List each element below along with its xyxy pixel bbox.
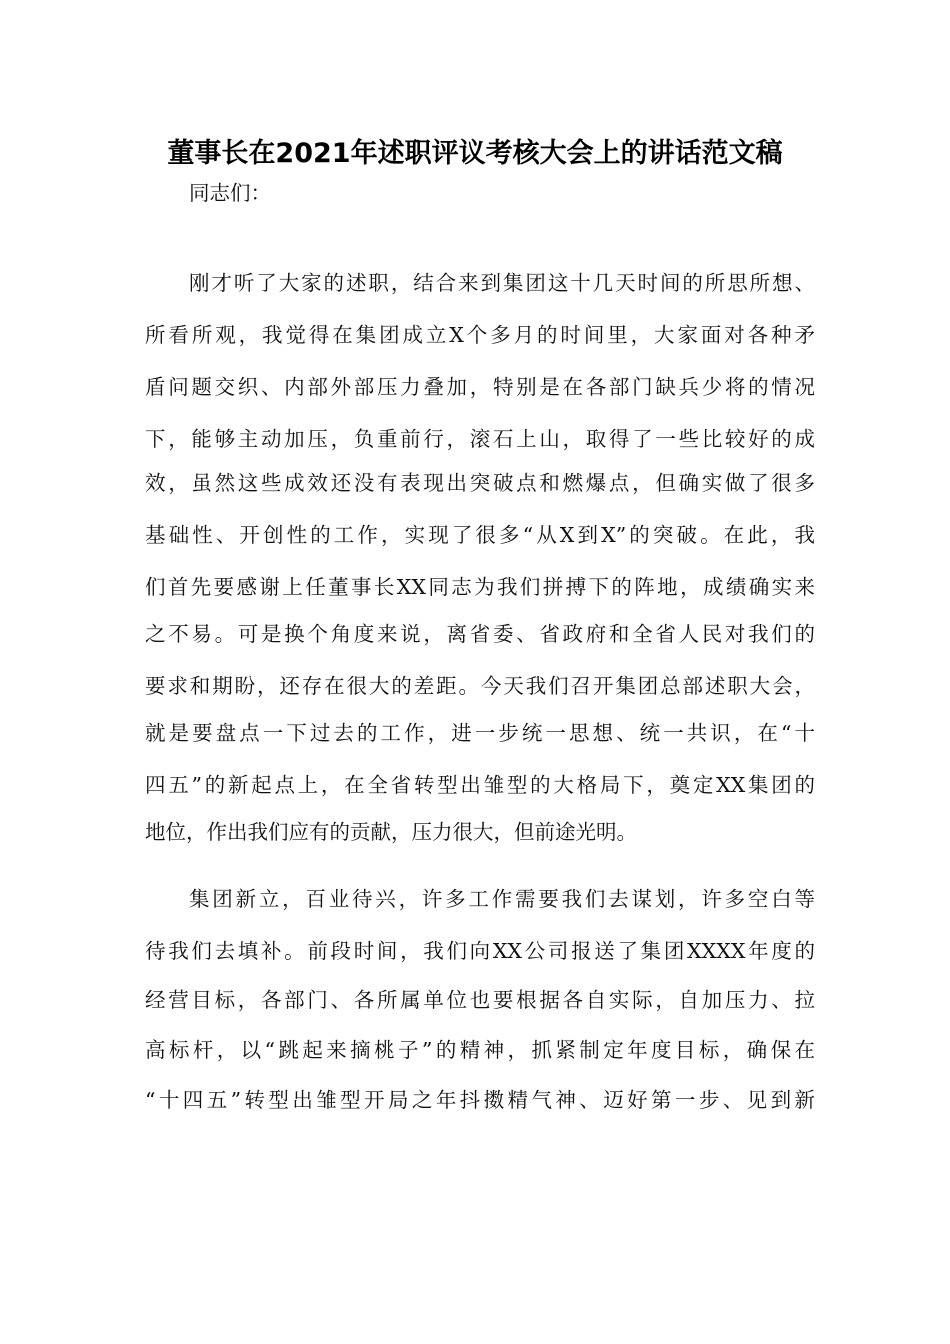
paragraph-line: 基础性、开创性的工作，实现了很多“从X到X”的突破。在此，我 [145, 523, 815, 547]
salutation: 同志们： [189, 181, 271, 205]
paragraph-line: 地位，作出我们应有的贡献，压力很大，但前途光明。 [145, 820, 637, 844]
paragraph-line: 经营目标，各部门、各所属单位也要根据各自实际，自加压力、拉 [145, 988, 815, 1012]
paragraph-line: 高标杆，以“跳起来摘桃子”的精神，抓紧制定年度目标，确保在 [145, 1038, 815, 1062]
paragraph-line: 效，虽然这些成效还没有表现出突破点和燃爆点，但确实做了很多 [145, 471, 815, 495]
paragraph-line: 所看所观，我觉得在集团成立X个多月的时间里，大家面对各种矛 [145, 323, 815, 347]
paragraph-line: 待我们去填补。前段时间，我们向XX公司报送了集团XXXX年度的 [145, 939, 815, 963]
paragraph-line: 要求和期盼，还存在很大的差距。今天我们召开集团总部述职大会， [145, 674, 815, 698]
document-title: 董事长在2021年述职评议考核大会上的讲话范文稿 [167, 138, 783, 169]
paragraph-line: 就是要盘点一下过去的工作，进一步统一思想、统一共识，在“十 [145, 721, 815, 745]
paragraph-line: 们首先要感谢上任董事长XX同志为我们拼搏下的阵地，成绩确实来 [145, 575, 815, 599]
paragraph-line: 下，能够主动加压，负重前行，滚石上山，取得了一些比较好的成 [145, 427, 815, 451]
paragraph-line: 四五”的新起点上，在全省转型出雏型的大格局下，奠定XX集团的 [145, 773, 815, 797]
paragraph-line: “十四五”转型出雏型开局之年抖擞精气神、迈好第一步、见到新 [145, 1088, 815, 1112]
paragraph-line: 刚才听了大家的述职，结合来到集团这十几天时间的所思所想、 [189, 271, 815, 295]
paragraph-line: 盾问题交织、内部外部压力叠加，特别是在各部门缺兵少将的情况 [145, 375, 815, 399]
paragraph-line: 集团新立，百业待兴，许多工作需要我们去谋划，许多空白等 [189, 887, 815, 911]
paragraph-line: 之不易。可是换个角度来说，离省委、省政府和全省人民对我们的 [145, 622, 815, 646]
